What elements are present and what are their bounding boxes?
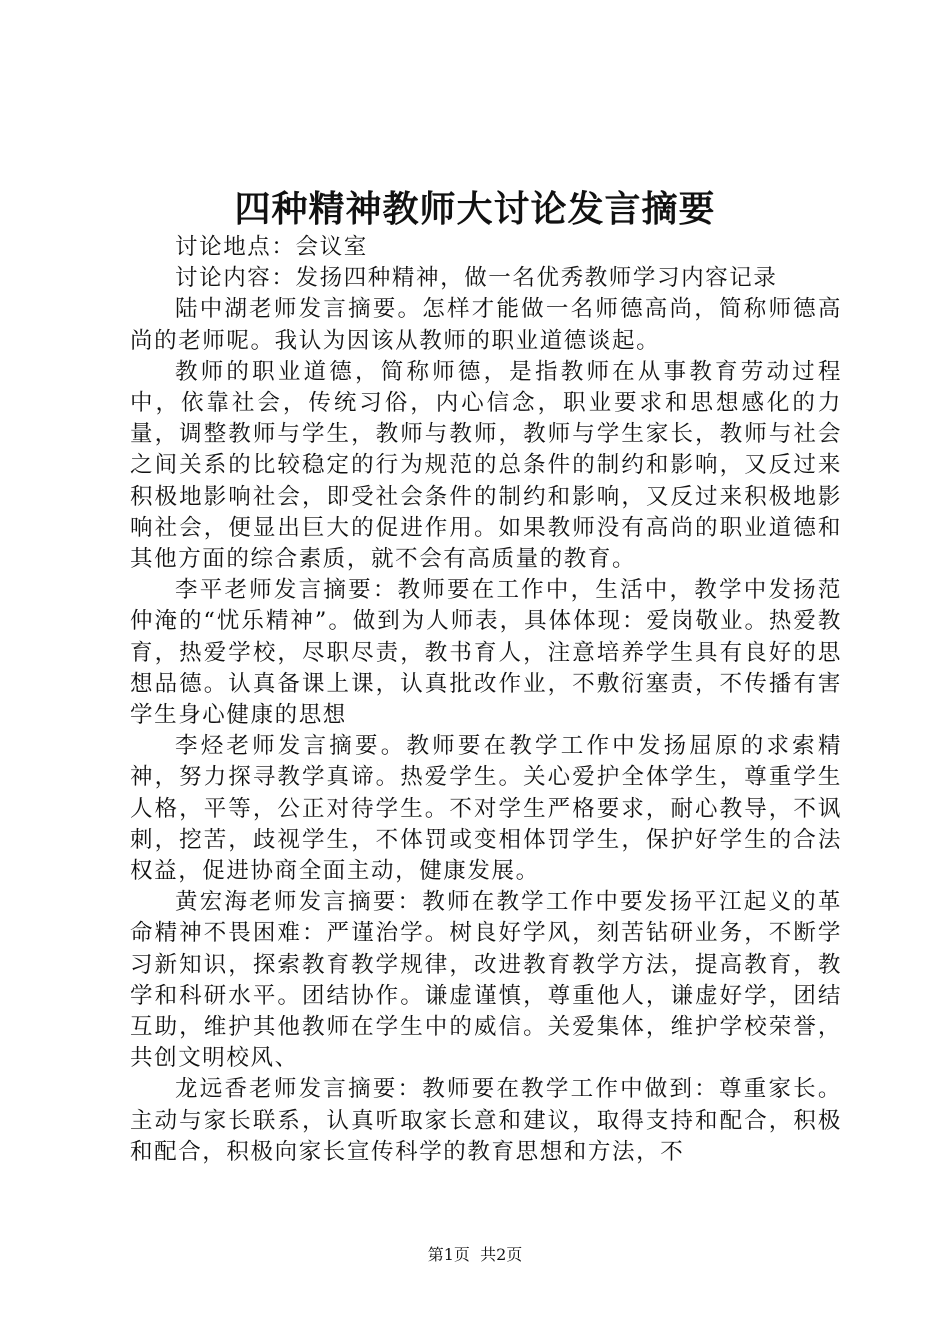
page-number: 第1页 bbox=[427, 1245, 470, 1264]
paragraph-long-yuanxiang: 龙远香老师发言摘要：教师要在教学工作中做到：尊重家长。主动与家长联系，认真听取家长意和建议，取得支持和配合，积极和配合，积极向家长宣传科学的教育思想和方法，不 bbox=[130, 1076, 842, 1165]
page-footer bbox=[0, 1243, 950, 1267]
paragraph-li-ping: 李平老师发言摘要：教师要在工作中，生活中，教学中发扬范仲淹的“忧乐精神”。做到为人师表，具体体现：爱岗敬业。热爱教育，热爱学校，尽职尽责，教书育人，注意培养学生具有良好的思想品德。认真备课上课，认真批改作业，不敷衍塞责，不传播有害学生身心健康的思想 bbox=[130, 577, 842, 729]
paragraph-huang-honghai: 黄宏海老师发言摘要：教师在教学工作中要发扬平江起义的革命精神不畏困难：严谨治学。树良好学风，刻苦钻研业务，不断学习新知识，探索教育教学规律，改进教育教学方法，提高教育，教学和科研水平。团结协作。谦虚谨慎，尊重他人，谦虚好学，团结互助，维护其他教师在学生中的威信。关爱集体，维护学校荣誉，共创文明校风、 bbox=[130, 889, 842, 1072]
paragraph-lu-zhonghu: 陆中湖老师发言摘要。怎样才能做一名师德高尚，简称师德高尚的老师呢。我认为因该从教师的职业道德谈起。 bbox=[130, 296, 842, 354]
paragraph-li-ting: 李烃老师发言摘要。教师要在教学工作中发扬屈原的求索精神，努力探寻教学真谛。热爱学生。关心爱护全体学生，尊重学生人格，平等，公正对待学生。不对学生严格要求，耐心教导，不讽刺，挖苦，歧视学生，不体罚或变相体罚学生，保护好学生的合法权益，促进协商全面主动，健康发展。 bbox=[130, 733, 842, 885]
page-total: 共2页 bbox=[480, 1245, 523, 1264]
paragraph-location: 讨论地点：会议室 bbox=[175, 234, 368, 260]
document-title: 四种精神教师大讨论发言摘要 bbox=[234, 188, 716, 230]
paragraph-professional-ethics: 教师的职业道德，简称师德，是指教师在从事教育劳动过程中，依靠社会，传统习俗，内心信念，职业要求和思想感化的力量，调整教师与学生，教师与教师，教师与学生家长，教师与社会之间关系的比较稳定的行为规范的总条件的制约和影响，又反过来积极地影响社会，即受社会条件的制约和影响，又反过来积极地影响社会，便显出巨大的促进作用。如果教师没有高尚的职业道德和其他方面的综合素质，就不会有高质量的教育。 bbox=[130, 358, 842, 573]
paragraph-topic: 讨论内容：发扬四种精神，做一名优秀教师学习内容记录 bbox=[175, 265, 778, 292]
footer-spacer bbox=[470, 1245, 480, 1264]
document-body bbox=[130, 232, 842, 1168]
